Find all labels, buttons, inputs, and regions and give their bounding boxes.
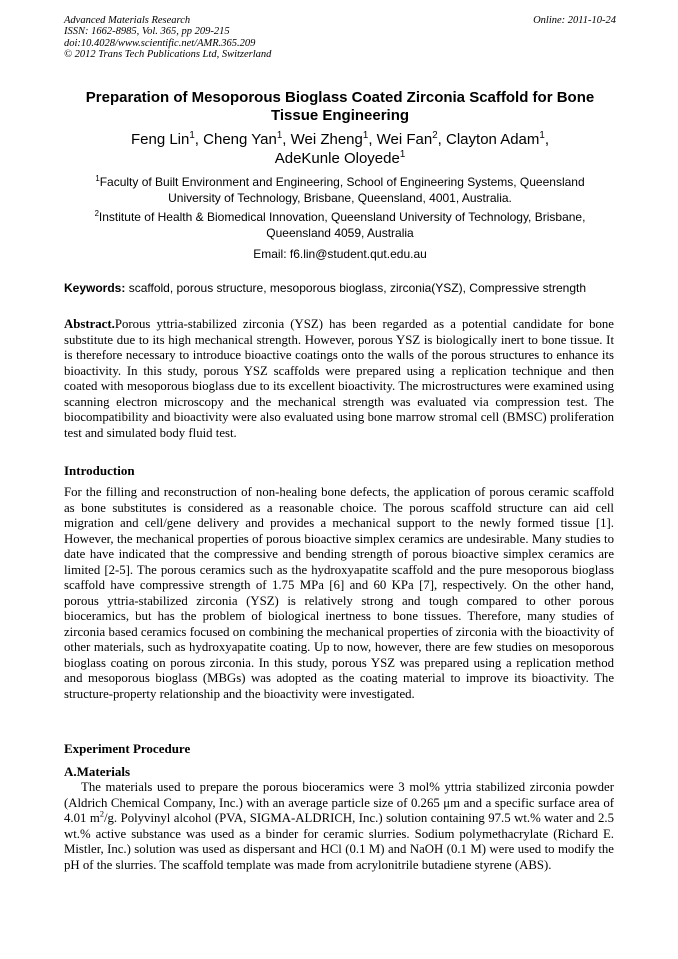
author-affiliation-mark: 1 (189, 130, 195, 141)
title-line-2: Tissue Engineering (270, 107, 410, 124)
materials-subheading: A.Materials (64, 764, 131, 779)
affiliation-text: Institute of Health & Biomedical Innovation, Queensland University of Technology, Brisbane, (98, 210, 586, 224)
paper-title (64, 89, 616, 125)
abstract-label: Abstract. (64, 317, 115, 331)
title-line-1: Preparation of Mesoporous Bioglass Coated Zirconia Scaffold for Bone (85, 89, 595, 106)
online-date: Online: 2011-10-24 (533, 15, 616, 26)
keywords-text: scaffold, porous structure, mesoporous bioglass, zirconia(YSZ), Compressive strength (125, 281, 586, 295)
contact-email: Email: f6.lin@student.qut.edu.au (253, 247, 427, 261)
doi-line: doi:10.4028/www.scientific.net/AMR.365.209 (64, 37, 256, 49)
author-name: Wei Fan (376, 131, 433, 148)
materials-text: The materials used to prepare the porous bioceramics were 3 mol% yttria stabilized zirconia powder (Aldrich Chemical Company, Inc.) with an average particle size of 0.265 μm and a specific surface area of 4.01 $m^2/g$. Polyvinyl alcohol (PVA, SIGMA-ALDRICH, Inc.) solution containing 97.5 wt.% water and 2.5 wt.% active substance was used as a binder for ceramic slurries. Sodium polymethacrylate (Richard E. Mistler, Inc.) solution was used as dispersant and HCl (0.1 M) and NaOH (0.1 M) were used to modify the pH of the slurries. The scaffold template was made from acrylonitrile butadiene styrene (ABS). (64, 780, 614, 872)
author-affiliation-mark: 2 (432, 130, 438, 141)
introduction-heading: Introduction (64, 463, 135, 478)
author-affiliation-mark: 1 (362, 130, 369, 141)
experiment-heading: Experiment Procedure (64, 741, 191, 756)
author-line-1: Feng Lin$^1$, Cheng Yan$^1$, Wei Zheng$^1$, Wei Fan$^2$, Clayton Adam$^1$, (130, 130, 550, 148)
author-name: Feng Lin (130, 131, 190, 148)
abstract-text: Porous yttria-stabilized zirconia (YSZ) has been regarded as a potential candidate for bone substitute due to its high mechanical strength. However, porous YSZ is biologically inert to bone tissue. It is therefore necessary to introduce bioactive coatings onto the walls of the porous structures to enhance its bioactivity. In this study, porous YSZ scaffolds were prepared using a replication technique and then coated with mesoporous bioglass due to its excellent bioactivity. The microstructures were examined using scanning electron microscopy and the mechanical strength was evaluated via compression test. The biocompatibility and bioactivity were also evaluated using bone marrow stromal cell (BMSC) proliferation test and simulated body fluid test. (64, 317, 614, 440)
keywords (64, 281, 624, 296)
affiliation-text: Queensland 4059, Australia (266, 225, 414, 240)
copyright-line: © 2012 Trans Tech Publications Ltd, Switzerland (64, 49, 272, 61)
author-affiliation-mark: 1 (539, 130, 545, 141)
journal-name: Advanced Materials Research (64, 15, 191, 26)
author-line-2 (64, 149, 616, 168)
affiliation-text: Faculty of Built Environment and Engineering, School of Engineering Systems, Queensland (99, 175, 585, 189)
author-name: Clayton Adam (446, 131, 540, 148)
abstract (64, 317, 614, 441)
author-affiliation-mark: 1 (399, 149, 406, 160)
journal-header (64, 15, 616, 61)
affiliation-1 (64, 175, 616, 206)
introduction-text: For the filling and reconstruction of non-healing bone defects, the application of porous ceramic scaffold as bone substitutes is considered as a reasonable choice. The porous scaffold structure can aid cell migration and cell/gene delivery and provides a mechanical support to the newly formed tissue [1]. However, the mechanical properties of porous bioactive simplex ceramics are undesirable. Many studies to date have indicated that the compressive and bending strength of porous bioactive simplex ceramics are limited [2-5]. The porous ceramics such as the hydroxyapatite scaffold and the pure mesoporous bioglass scaffold have compressive strength of 1.75 MPa [6] and 60 KPa [7], respectively. On the other hand, porous yttria-stabilized zirconia (YSZ) is relatively strong and tough compared to other porous bioceramics, but has the problem of biological inertness to bone tissues. Therefore, many studies of zirconia based ceramics focused on combining the mechanical properties of zirconia with the bioactivity of other materials, such as hydroxyapatite coating. Up to now, however, there are few studies on mesoporous bioglass coating on porous zirconia. In this study, porous YSZ was prepared using a replication method and mesoporous bioglass (MBGs) was adopted as the coating material to improve its bioactivity. The structure-property relationship and the bioactivity were investigated. (64, 485, 614, 701)
author-name: AdeKunle Oloyede (274, 150, 400, 167)
author-affiliation-mark: 1 (276, 130, 283, 141)
affiliation-2 (64, 210, 616, 241)
author-name: Cheng Yan (203, 131, 277, 148)
author-list (64, 130, 616, 168)
author-name: Wei Zheng (290, 131, 363, 148)
affiliation-mark: 1 (95, 174, 100, 183)
keywords-label: Keywords: (64, 281, 126, 295)
affiliation-text: University of Technology, Brisbane, Queensland, 4001, Australia. (168, 190, 512, 205)
issn-line: ISSN: 1662-8985, Vol. 365, pp 209-215 (64, 26, 230, 38)
affiliation-mark: 2 (94, 209, 99, 218)
